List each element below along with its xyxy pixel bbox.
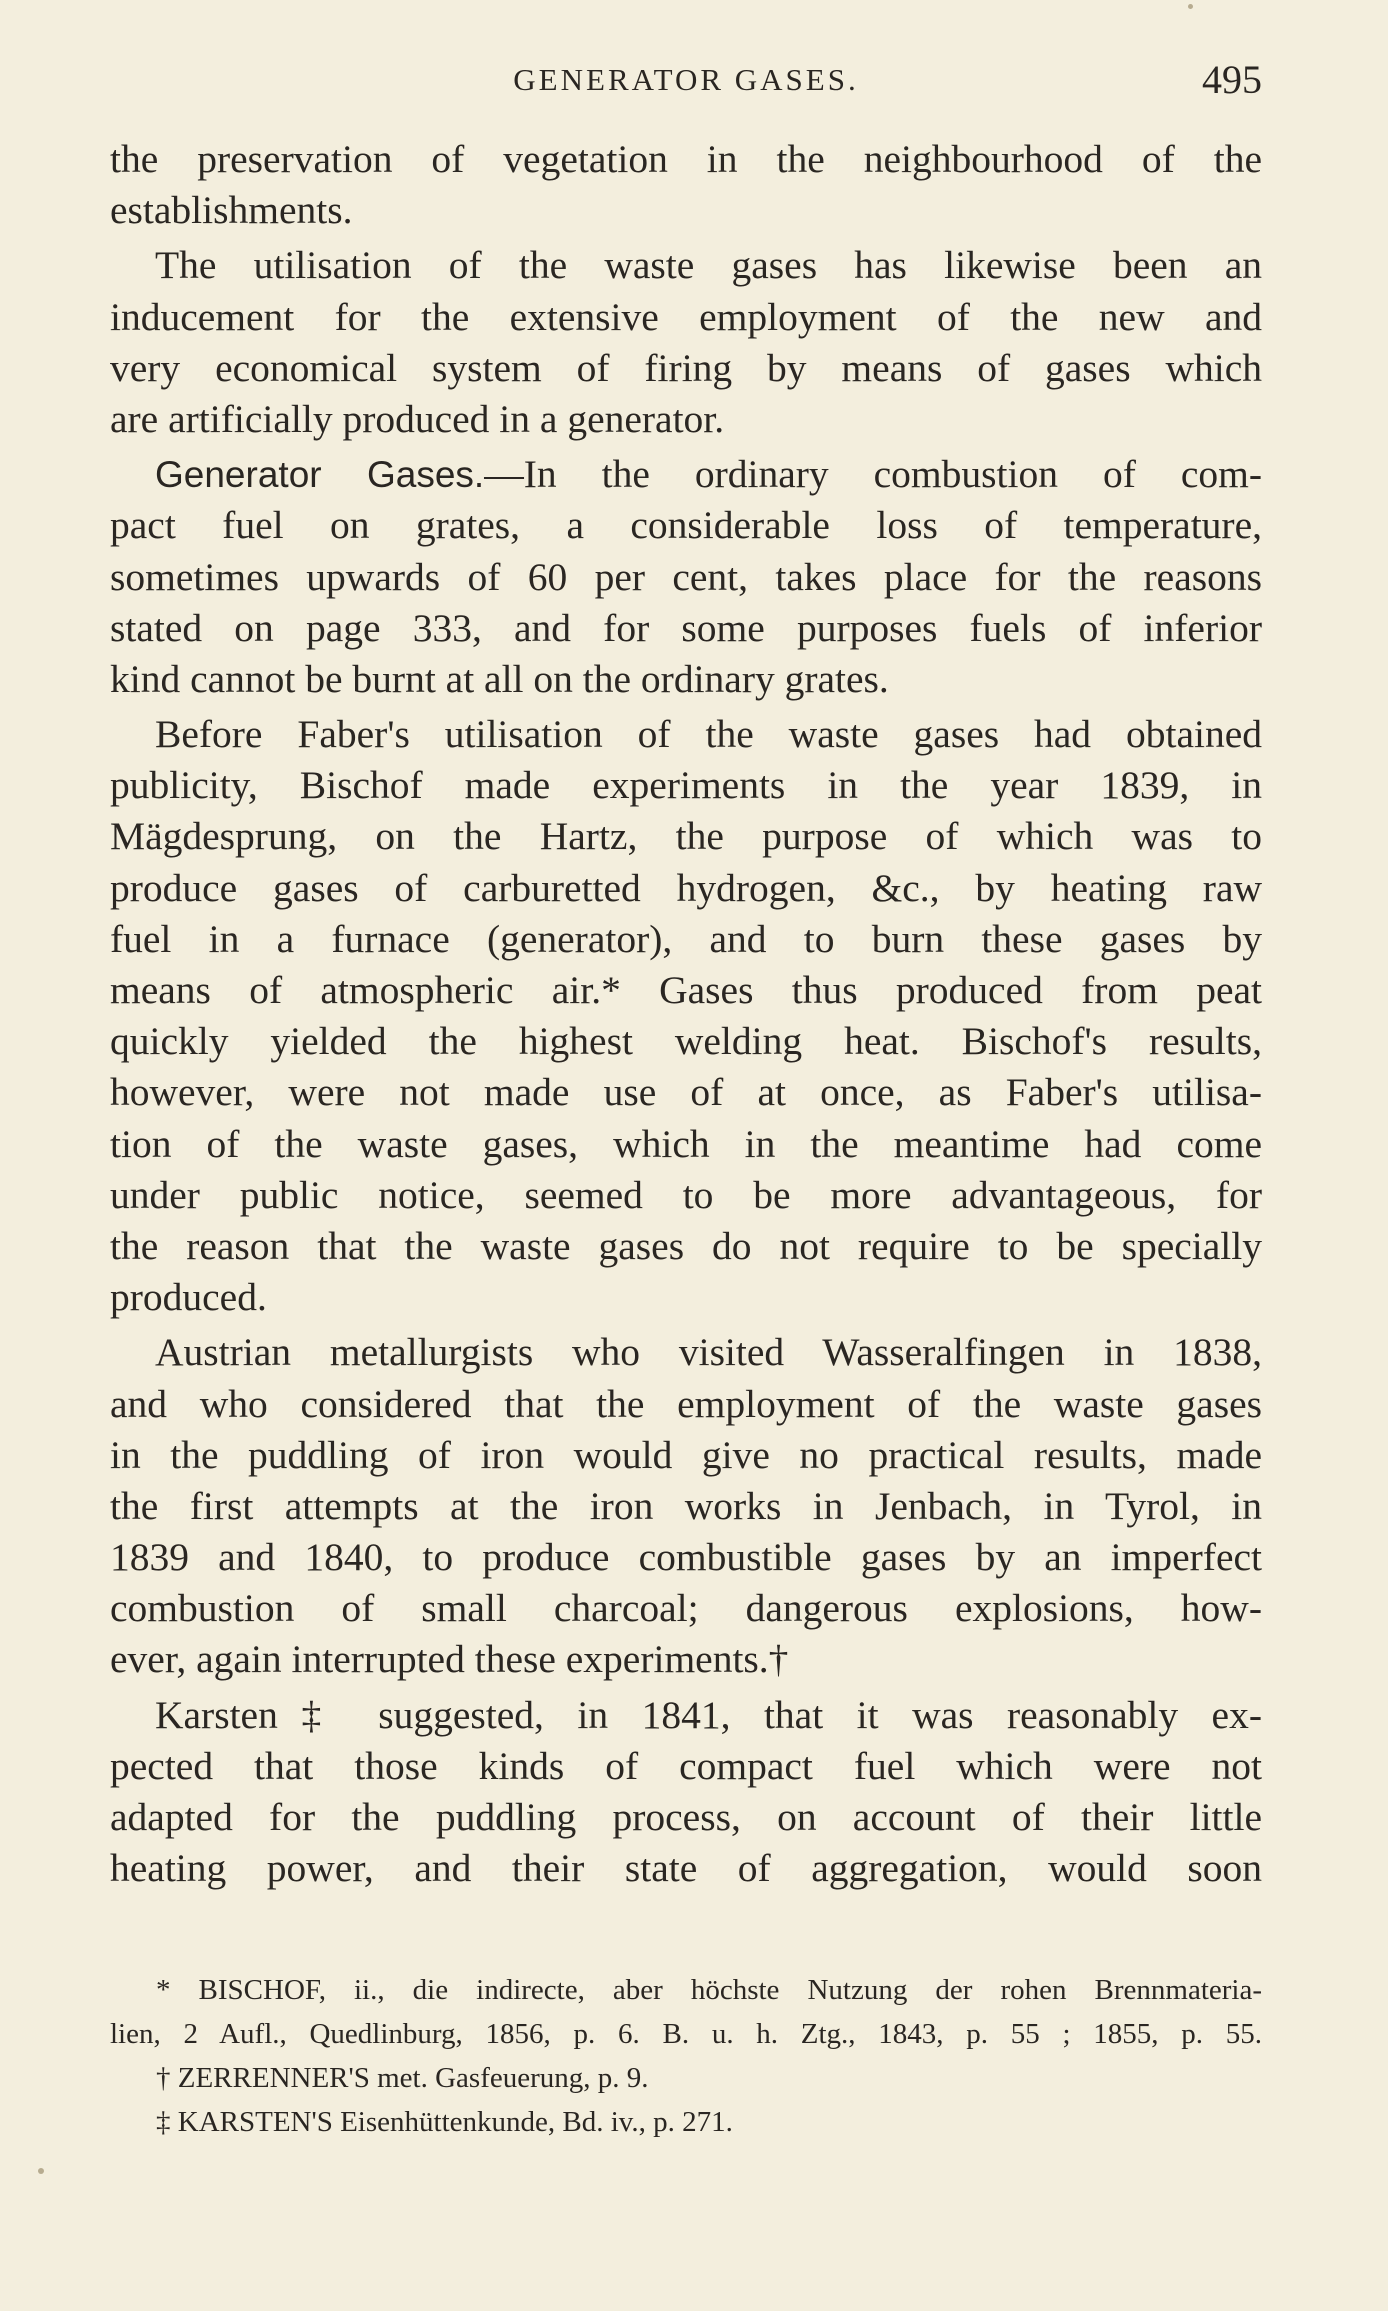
text-line: tion of the waste gases, which in the meantime had come [110, 1121, 1262, 1166]
footnote-bischof [110, 1968, 1262, 2056]
paragraph-1 [110, 134, 1262, 236]
text-line: ever, again interrupted these experiments.† [110, 1637, 789, 1682]
text-line: pact fuel on grates, a considerable loss of temperature, [110, 503, 1262, 548]
text-line: publicity, Bischof made experiments in the year 1839, in [110, 763, 1262, 808]
text-line: heating power, and their state of aggregation, would soon [110, 1846, 1262, 1891]
page-number: 495 [1202, 57, 1262, 102]
text-line: kind cannot be burnt at all on the ordinary grates. [110, 656, 889, 701]
text-line: combustion of small charcoal; dangerous explosions, how- [110, 1586, 1262, 1631]
text-line: The utilisation of the waste gases has likewise been an [155, 243, 1262, 288]
paper-speck [38, 2168, 44, 2174]
text-line: fuel in a furnace (generator), and to burn these gases by [110, 916, 1262, 961]
text-line [110, 449, 1262, 500]
text-line: adapted for the puddling process, on account of their little [110, 1795, 1262, 1839]
text-line: and who considered that the employment of the waste gases [110, 1381, 1262, 1426]
paragraph-3 [110, 449, 1262, 705]
paragraph-2 [110, 240, 1262, 445]
footnote-line: ‡ KARSTEN'S Eisenhüttenkunde, Bd. iv., p. 271. [156, 2106, 733, 2138]
footnote-line: † ZERRENNER'S met. Gasfeuerung, p. 9. [156, 2062, 649, 2094]
text-line: 1839 and 1840, to produce combustible gases by an imperfect [110, 1535, 1262, 1580]
paragraph-4 [110, 709, 1262, 1323]
text-line: the reason that the waste gases do not require to be specially [110, 1223, 1262, 1268]
text-line: are artificially produced in a generator. [110, 396, 725, 441]
text-line: very economical system of firing by means of gases which [110, 345, 1262, 390]
text-line: Before Faber's utilisation of the waste gases had obtained [155, 712, 1262, 757]
text-line: Mägdesprung, on the Hartz, the purpose of which was to [110, 814, 1262, 859]
text-line: Austrian metallurgists who visited Wasseralfingen in 1838, [155, 1330, 1262, 1375]
text-line: establishments. [110, 188, 353, 233]
text-line: inducement for the extensive employment of the new and [110, 294, 1262, 339]
footnotes [110, 1968, 1262, 2144]
text-line: under public notice, seemed to be more advantageous, for [110, 1172, 1262, 1217]
text-line: produced. [110, 1275, 267, 1320]
running-head [110, 56, 1262, 106]
footnote-karsten [110, 2100, 1262, 2144]
text-line: the preservation of vegetation in the neighbourhood of the [110, 137, 1262, 181]
text-line: means of atmospheric air.* Gases thus produced from peat [110, 968, 1262, 1012]
text-line: quickly yielded the highest welding heat. Bischof's results, [110, 1019, 1262, 1064]
paragraph-6 [110, 1690, 1262, 1895]
text-line: the first attempts at the iron works in Jenbach, in Tyrol, in [110, 1483, 1262, 1528]
text-line: Karsten‡ suggested, in 1841, that it was reasonably ex- [155, 1692, 1262, 1737]
text-line: however, were not made use of at once, as Faber's utilisa- [110, 1070, 1262, 1115]
paragraph-5 [110, 1327, 1262, 1685]
text-line: stated on page 333, and for some purposes fuels of inferior [110, 605, 1262, 650]
footnote-line: lien, 2 Aufl., Quedlinburg, 1856, p. 6. B. u. h. Ztg., 1843, p. 55 ; 1855, p. 55. [110, 2018, 1262, 2050]
body-text [110, 134, 1262, 1898]
footnote-zerrenner [110, 2056, 1262, 2100]
footnote-line: * BISCHOF, ii., die indirecte, aber höchste Nutzung der rohen Brennmateria- [156, 1974, 1262, 2006]
text-line-rest: —In the ordinary combustion of com- [484, 452, 1262, 497]
text-line: in the puddling of iron would give no practical results, made [110, 1432, 1262, 1477]
text-line: produce gases of carburetted hydrogen, &c., by heating raw [110, 865, 1262, 910]
text-line: sometimes upwards of 60 per cent, takes place for the reasons [110, 554, 1262, 599]
section-lead-heading: Generator Gases. [155, 454, 485, 496]
running-title: GENERATOR GASES. [513, 62, 859, 97]
paper-speck [1188, 4, 1193, 9]
text-line: pected that those kinds of compact fuel which were not [110, 1743, 1262, 1788]
